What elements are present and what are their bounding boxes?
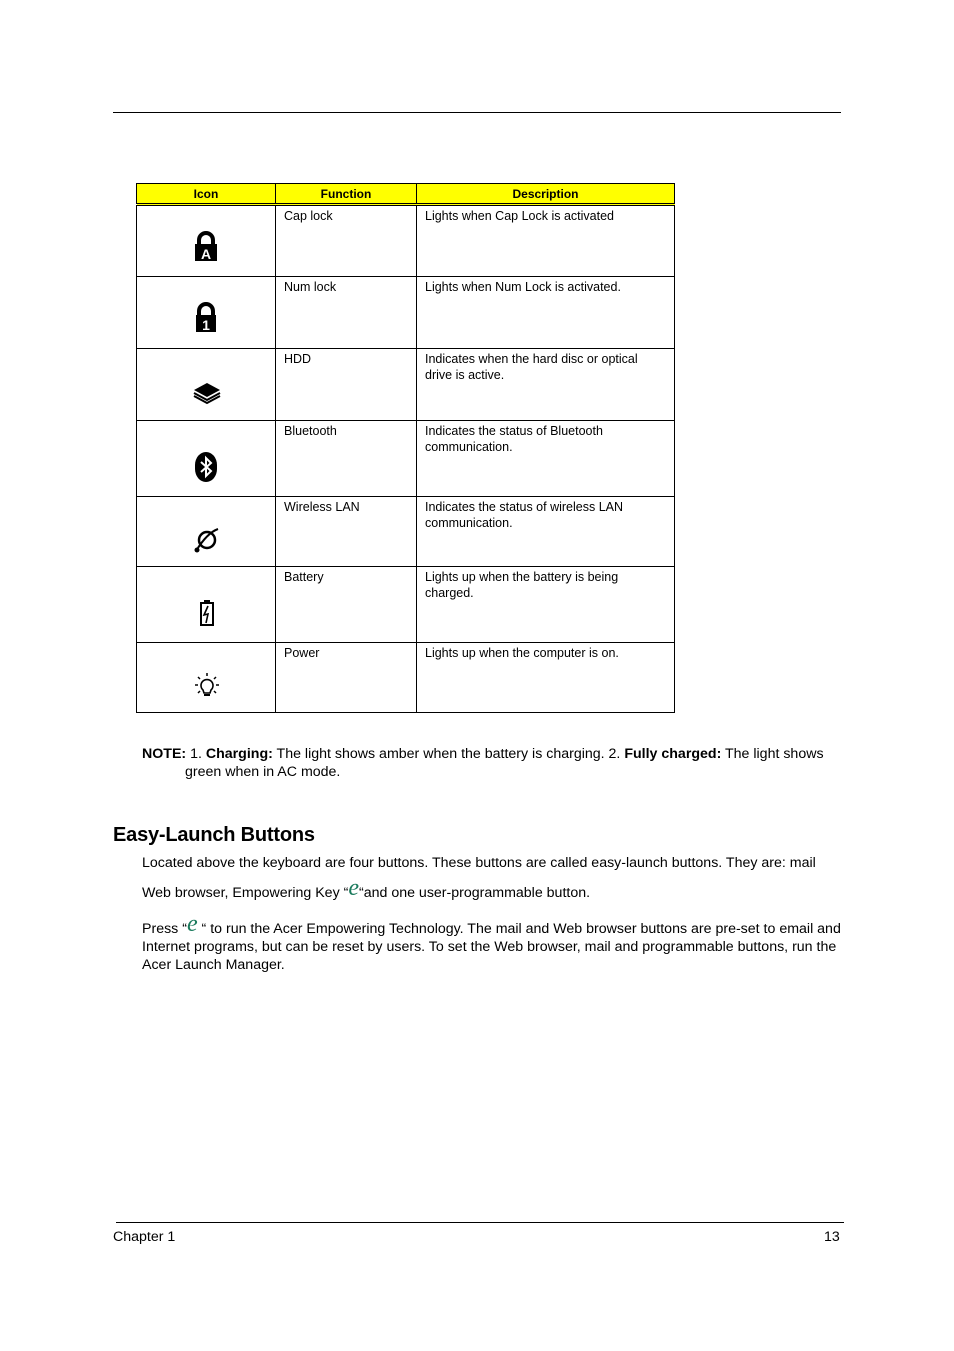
p2-text-b: “ to run the Acer Empowering Technology. The mail and Web browser buttons are pre-set to email and Internet programs, but can be reset by users. To set the Web browser, mail and programmable buttons, run the Acer Launch Manager.: [142, 921, 841, 973]
num-lock-icon: [193, 301, 219, 333]
svg-text:A: A: [200, 246, 212, 262]
function-cell: Power: [276, 643, 417, 713]
indicator-table: [136, 183, 675, 713]
fully-charged-text: The light shows: [721, 746, 824, 762]
note-line-2: green when in AC mode.: [185, 764, 341, 780]
footer-rule: [116, 1222, 844, 1223]
table-row: [137, 349, 675, 421]
battery-icon: [199, 599, 215, 627]
function-cell: HDD: [276, 349, 417, 421]
paragraph-1-line-2: [142, 875, 847, 902]
note-paragraph: [142, 745, 842, 781]
note-label: NOTE:: [142, 746, 187, 762]
description-cell: Lights when Num Lock is activated.: [417, 277, 675, 349]
footer-chapter: Chapter 1: [113, 1229, 176, 1245]
note-number: 1.: [186, 746, 206, 762]
empowering-key-icon: e: [186, 911, 198, 937]
fully-charged-label: Fully charged:: [624, 746, 722, 762]
table-row: [137, 567, 675, 643]
function-cell: Battery: [276, 567, 417, 643]
wireless-lan-icon: [193, 527, 221, 555]
function-cell: Cap lock: [276, 205, 417, 277]
power-icon: [194, 671, 220, 699]
description-cell: Lights up when the computer is on.: [417, 643, 675, 713]
table-row: [137, 643, 675, 713]
function-cell: Num lock: [276, 277, 417, 349]
table-row: [137, 205, 675, 277]
p1-text-b: “and one user-programmable button.: [358, 885, 591, 901]
function-cell: Wireless LAN: [276, 497, 417, 567]
svg-text:1: 1: [202, 317, 210, 333]
description-cell: Indicates when the hard disc or optical drive is active.: [417, 349, 675, 421]
header-description: Description: [417, 184, 675, 205]
header-function: Function: [276, 184, 417, 205]
description-cell: Indicates the status of wireless LAN communication.: [417, 497, 675, 567]
description-cell: Lights up when the battery is being charged.: [417, 567, 675, 643]
bluetooth-icon: [194, 451, 218, 483]
paragraph-2: [142, 911, 847, 974]
charging-label: Charging:: [205, 746, 273, 762]
paragraph-1-line-1: Located above the keyboard are four buttons. These buttons are called easy-launch buttons. They are: mail: [142, 855, 816, 871]
cap-lock-icon: [193, 230, 219, 262]
table-row: [137, 421, 675, 497]
header-rule: [113, 112, 841, 113]
footer-page-number: 13: [824, 1229, 840, 1245]
description-cell: Indicates the status of Bluetooth communication.: [417, 421, 675, 497]
empowering-key-icon: e: [348, 875, 359, 901]
table-row: [137, 497, 675, 567]
table-header-row: [137, 184, 675, 205]
hdd-icon: [193, 379, 221, 409]
section-title: Easy-Launch Buttons: [113, 824, 315, 846]
header-icon: Icon: [137, 184, 276, 205]
charging-text: The light shows amber when the battery is charging. 2.: [272, 746, 625, 762]
table-row: [137, 277, 675, 349]
description-cell: Lights when Cap Lock is activated: [417, 205, 675, 277]
p2-text-a: Press “: [142, 921, 187, 937]
function-cell: Bluetooth: [276, 421, 417, 497]
p1-text-a: Web browser, Empowering Key “: [142, 885, 349, 901]
